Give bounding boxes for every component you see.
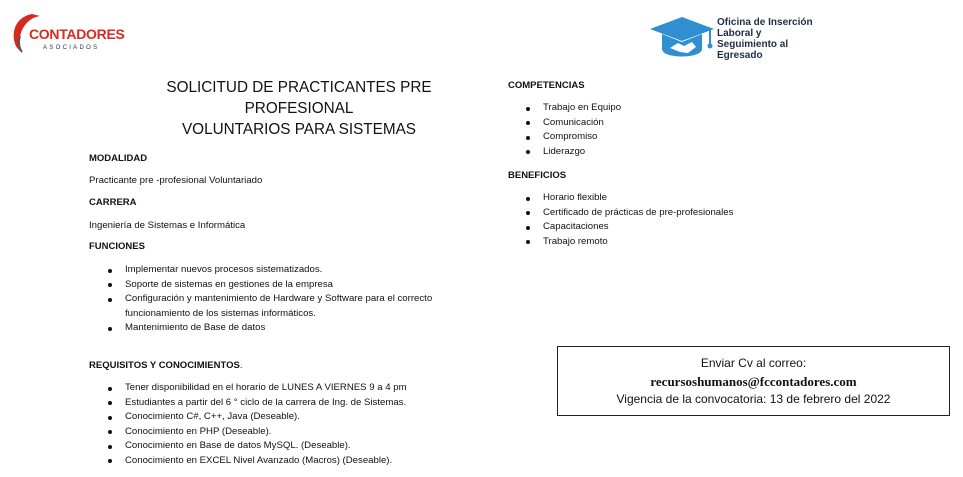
list-item: Certificado de prácticas de pre-profesionales [543,206,843,221]
list-item: Comunicación [543,116,843,131]
list-item: Configuración y mantenimiento de Hardware y Software para el correcto funcionamiento de los sistemas informáticos. [125,292,455,321]
oficina-insercion-logo [648,15,818,67]
contact-email[interactable]: recursoshumanos@fccontadores.com [650,374,857,389]
list-item: Estudiantes a partir del 6 ° ciclo de la carrera de Ing. de Sistemas. [125,396,465,411]
list-item: Implementar nuevos procesos sistematizados. [125,263,465,278]
beneficios-heading: BENEFICIOS [508,170,567,181]
competencias-heading: COMPETENCIAS [508,80,585,91]
funciones-list [125,263,465,336]
carrera-text: Ingeniería de Sistemas e Informática [89,220,246,231]
list-item: Trabajo en Equipo [543,101,843,116]
list-item: Conocimiento en PHP (Deseable). [125,425,465,440]
title-line-1: SOLICITUD DE PRACTICANTES PRE PROFESIONAL [166,79,432,117]
list-item: Compromiso [543,130,843,145]
list-item: Conocimiento C#, C++, Java (Deseable). [125,410,465,425]
logo-office-text: Oficina de Inserción Laboral y Seguimiento al Egresado [717,17,813,61]
list-item: Mantenimiento de Base de datos [125,321,465,336]
graduation-cap-handshake-icon [648,15,716,67]
list-item: Horario flexible [543,191,843,206]
requisitos-list [125,381,465,469]
logo-brand-text: CONTADORES [29,26,125,42]
beneficios-list [543,191,843,249]
list-item: Conocimiento en EXCEL Nivel Avanzado (Macros) (Deseable). [125,454,465,469]
modalidad-heading: MODALIDAD [89,153,148,164]
requisitos-heading: REQUISITOS Y CONOCIMIENTOS. [89,360,243,371]
title-line-2: VOLUNTARIOS PARA SISTEMAS [181,121,417,138]
list-item: Tener disponibilidad en el horario de LUNES A VIERNES 9 a 4 pm [125,381,465,396]
carrera-heading: CARRERA [89,197,137,208]
list-item: Liderazgo [543,145,843,160]
list-item: Capacitaciones [543,220,843,235]
funciones-heading: FUNCIONES [89,241,145,252]
list-item: Soporte de sistemas en gestiones de la empresa [125,278,465,293]
contact-box [557,346,950,416]
list-item: Conocimiento en Base de datos MySQL. (Deseable). [125,439,465,454]
competencias-list [543,101,843,159]
document-title [118,77,480,140]
logo-sub-text: ASOCIADOS [43,45,100,51]
list-item: Trabajo remoto [543,235,843,250]
contact-instruction: Enviar Cv al correo: [700,356,807,370]
modalidad-text: Practicante pre -profesional Voluntariado [89,175,263,186]
deadline-text: Vigencia de la convocatoria: 13 de febrero del 2022 [616,392,891,406]
contadores-logo [10,12,125,56]
